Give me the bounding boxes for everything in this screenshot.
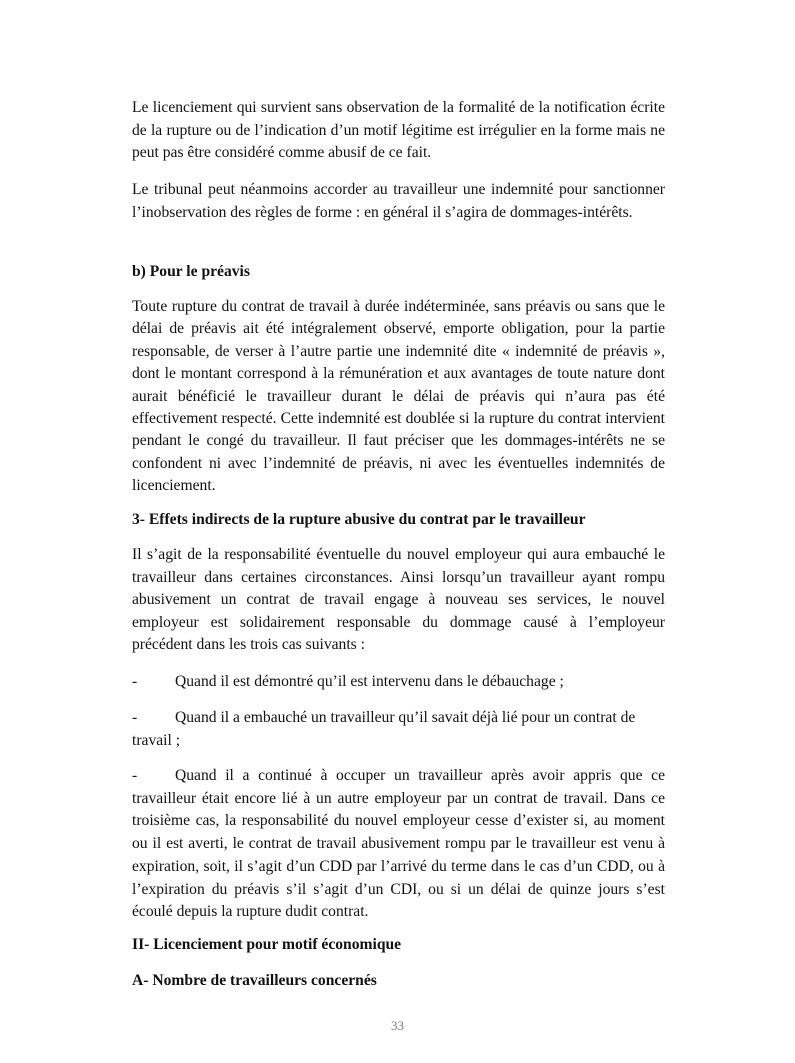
heading-preavis: b) Pour le préavis [132,263,250,280]
bullet-text: Quand il a embauché un travailleur qu’il savait déjà lié pour un contrat de travail ; [132,709,636,749]
bullet-text: Quand il est démontré qu’il est intervenu dans le débauchage ; [175,673,564,690]
bullet-dash: - [132,673,138,690]
heading-licenciement-economique: II- Licenciement pour motif économique [132,936,402,953]
heading-nombre-travailleurs: A- Nombre de travailleurs concernés [132,972,377,989]
bullet-item [132,671,665,694]
paragraph-nouvel-employeur: Il s’agit de la responsabilité éventuelle du nouvel employeur qui aura embauché le travailleur dans certaines circonstances. Ainsi lorsqu’un travailleur ayant rompu abusivement un contrat de travail engage à nouveau ses services, le nouvel employeur est solidairement responsable du dommage causé à l’employeur précédent dans les trois cas suivants : [132,546,665,653]
paragraph-preavis: Toute rupture du contrat de travail à durée indéterminée, sans préavis ou sans que le délai de préavis ait été intégralement observé, emporte obligation, pour la partie responsable, de verser à l’autre partie une indemnité dite « indemnité de préavis », dont le montant correspond à la rémunération et aux avantages de toute nature dont aurait bénéficié le travailleur durant le délai de préavis qui n’aura pas été effectivement respecté. Cette indemnité est doublée si la rupture du contrat intervient pendant le congé du travailleur. Il faut préciser que les dommages-intérêts ne se confondent ni avec l’indemnité de préavis, ni avec les éventuelles indemnités de licenciement. [132,298,665,495]
bullet-dash: - [132,709,138,726]
bullet-text: Quand il a continué à occuper un travailleur après avoir appris que ce travailleur était encore lié à un autre employeur par un contrat de travail. Dans ce troisième cas, la responsabilité du nouvel employeur cesse d’exister si, au moment ou il est averti, le contrat de travail abusivement rompu par le travailleur est venu à expiration, soit, il s’agit d’un CDD par l’arrivé du terme dans le cas d’un CDD, ou à l’expiration du préavis s’il s’agit d’un CDI, ou si un délai de quinze jours s’est écoulé depuis la rupture dudit contrat. [132,767,665,921]
page-number: 33 [391,1018,404,1033]
paragraph-irregular-dismissal: Le licenciement qui survient sans observation de la formalité de la notification écrite de la rupture ou de l’indication d’un motif légitime est irrégulier en la forme mais ne peut pas être considéré comme abusif de ce fait. [132,99,665,162]
paragraph-tribunal: Le tribunal peut néanmoins accorder au travailleur une indemnité pour sanctionner l’inobservation des règles de forme : en général il s’agira de dommages-intérêts. [132,181,665,221]
bullet-item [132,765,665,924]
heading-effets-indirects: 3- Effets indirects de la rupture abusive du contrat par le travailleur [132,511,586,528]
bullet-dash: - [132,767,138,784]
bullet-item [132,707,660,752]
